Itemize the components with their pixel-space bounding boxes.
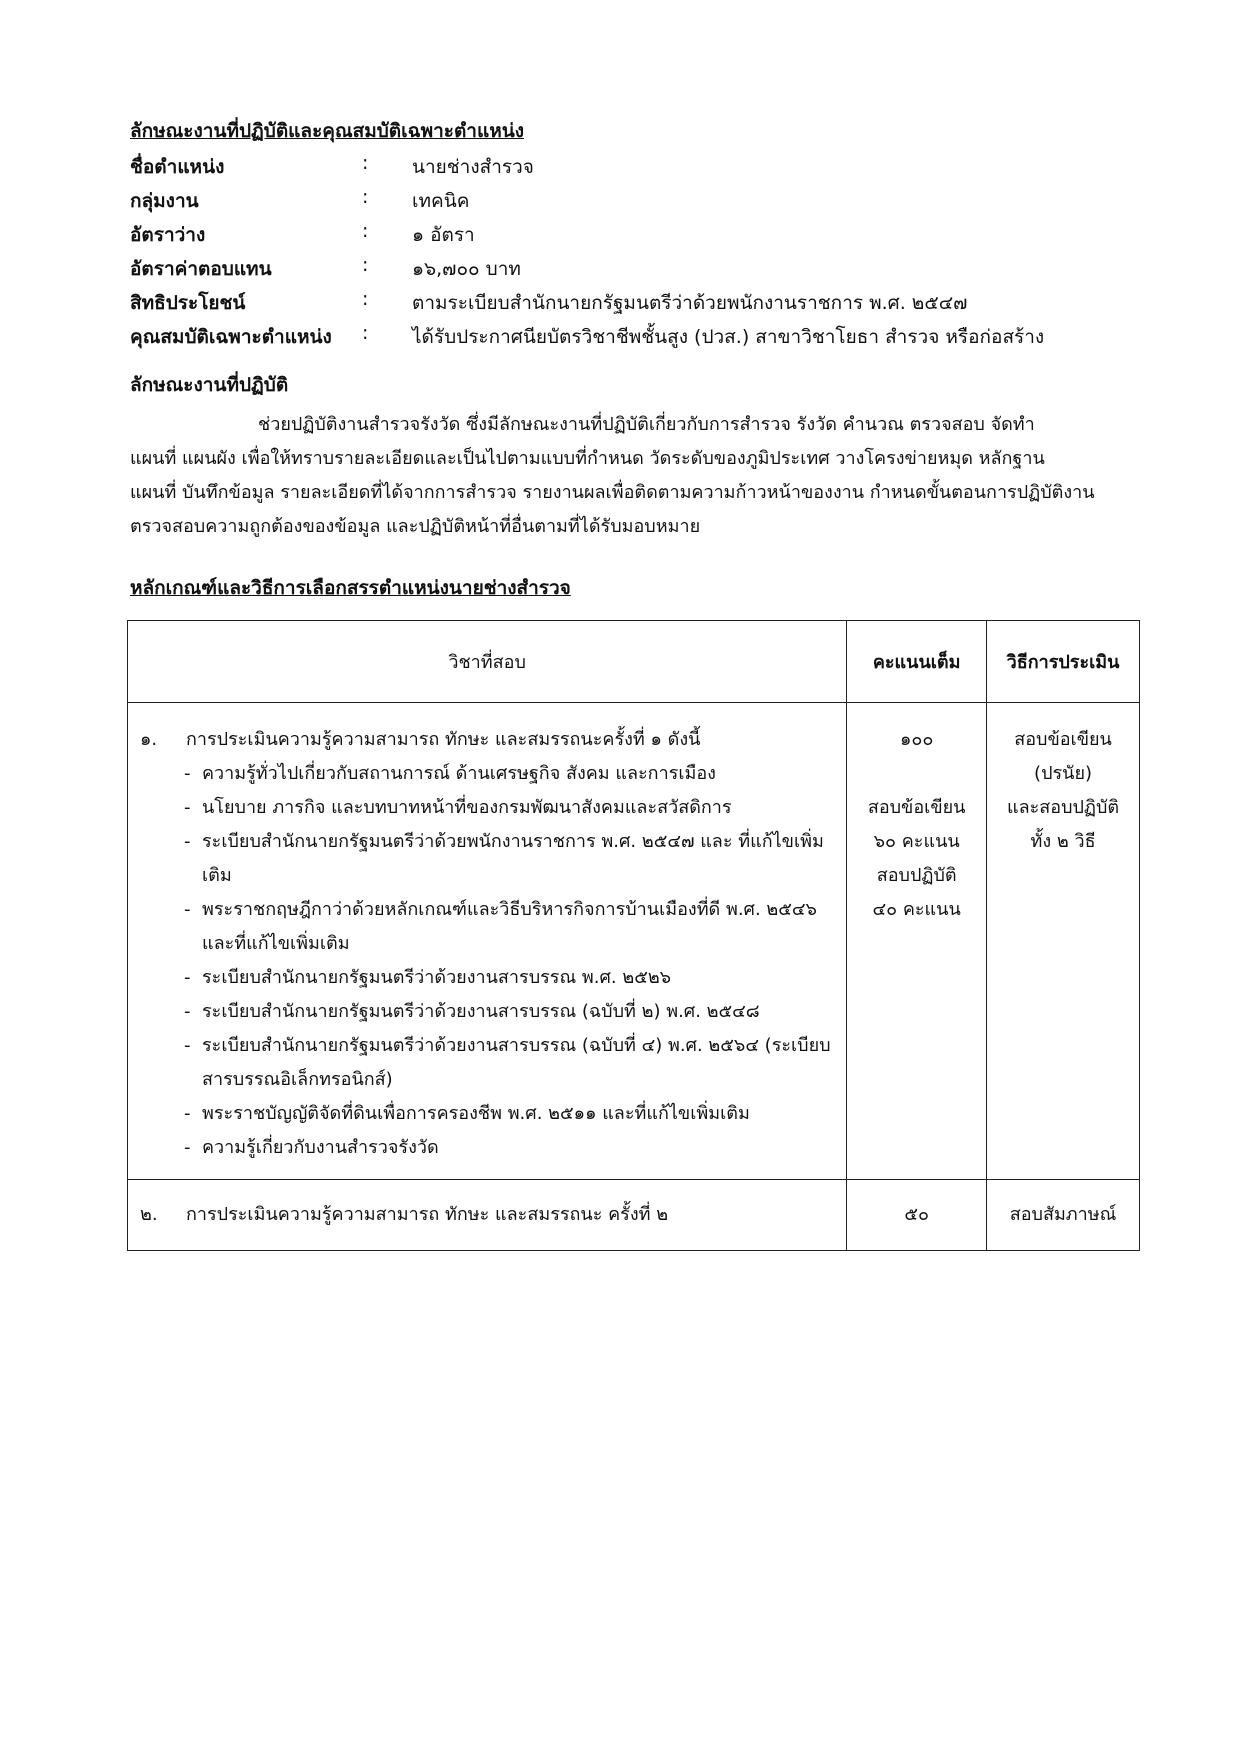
item-heading [140,723,834,757]
table-row [128,703,1140,1180]
info-row-benefits [130,288,1130,322]
info-value: ได้รับประกาศนียบัตรวิชาชีพชั้นสูง (ปวส.) สาขาวิชาโยธา สำรวจ หรือก่อสร้าง [412,326,1045,348]
header-full-score: คะแนนเต็ม [847,621,987,703]
criteria-title: หลักเกณฑ์และวิธีการเลือกสรรตำแหน่งนายช่างสำรวจ [130,577,571,599]
info-row-salary [130,254,1130,288]
score-breakdown-line: สอบข้อเขียน [867,797,966,818]
method-line: สอบข้อเขียน [1014,729,1112,750]
info-value: ๑๖,๗๐๐ บาท [412,258,521,280]
list-item: - ความรู้ทั่วไปเกี่ยวกับสถานการณ์ ด้านเศรษฐกิจ สังคม และการเมือง [184,757,834,791]
info-value: นายช่างสำรวจ [412,156,534,178]
score-breakdown-line: ๖๐ คะแนน [873,831,960,852]
position-info [130,152,1130,356]
list-item: - พระราชบัญญัติจัดที่ดินเพื่อการครองชีพ พ.ศ. ๒๕๑๑ และที่แก้ไขเพิ่มเติม [184,1097,834,1131]
list-item: - ระเบียบสำนักนายกรัฐมนตรีว่าด้วยงานสารบรรณ (ฉบับที่ ๔) พ.ศ. ๒๕๖๔ (ระเบียบสารบรรณอิเล็กทรอนิกส์) [184,1029,834,1097]
item-title: การประเมินความรู้ความสามารถ ทักษะ และสมรรถนะครั้งที่ ๑ ดังนี้ [186,729,701,750]
info-value: ๑ อัตรา [412,224,475,246]
info-colon: : [362,322,369,344]
method-line: ทั้ง ๒ วิธี [1030,831,1096,852]
duties-line: แผนที่ แผนผัง เพื่อให้ทราบรายละเอียดและเป็นไปตามแบบที่กำหนด วัดระดับของภูมิประเทศ วางโครงข่ายหมุด หลักฐาน [130,448,1045,469]
info-colon: : [362,220,369,242]
info-row-position-name [130,152,1130,186]
duties-line: แผนที่ บันทึกข้อมูล รายละเอียดที่ได้จากการสำรวจ รายงานผลเพื่อติดตามความก้าวหน้าของงาน กำหนดขั้นตอนการปฏิบัติงาน [130,482,1095,503]
item-number: ๒. [140,1204,158,1225]
duties-line: ช่วยปฏิบัติงานสำรวจรังวัด ซึ่งมีลักษณะงานที่ปฏิบัติเกี่ยวกับการสำรวจ รังวัด คำนวณ ตรวจสอบ จัดทำ [258,414,1035,435]
table-header-row [128,621,1140,703]
info-colon: : [362,186,369,208]
spacer [848,757,985,791]
info-row-work-group [130,186,1130,220]
score-breakdown-line: สอบปฏิบัติ [876,865,957,886]
selection-criteria-table [127,620,1140,1251]
header-subject: วิชาที่สอบ [128,621,847,703]
item-number: ๑. [140,729,158,750]
method-cell: สอบสัมภาษณ์ [987,1180,1140,1251]
info-value: เทคนิค [412,190,470,212]
info-label: อัตราว่าง [130,224,206,246]
header-evaluation-method: วิธีการประเมิน [987,621,1140,703]
score-cell: ๕๐ [847,1180,987,1251]
duties-paragraph [130,408,1130,544]
info-colon: : [362,152,369,174]
list-item: - พระราชกฤษฎีกาว่าด้วยหลักเกณฑ์และวิธีบริหารกิจการบ้านเมืองที่ดี พ.ศ. ๒๕๔๖ และที่แก้ไขเพิ่มเติม [184,893,834,961]
info-label: อัตราค่าตอบแทน [130,258,272,280]
list-item: - ระเบียบสำนักนายกรัฐมนตรีว่าด้วยงานสารบรรณ พ.ศ. ๒๕๒๖ [184,961,834,995]
subject-list [140,757,834,1165]
subject-cell [128,703,847,1180]
item-heading [140,1198,845,1232]
info-label: สิทธิประโยชน์ [130,292,246,314]
info-value: ตามระเบียบสำนักนายกรัฐมนตรีว่าด้วยพนักงานราชการ พ.ศ. ๒๕๔๗ [412,292,968,314]
info-label: ชื่อตำแหน่ง [130,156,225,178]
qualifications-title: ลักษณะงานที่ปฏิบัติและคุณสมบัติเฉพาะตำแหน่ง [130,120,525,142]
info-colon: : [362,288,369,310]
duties-heading: ลักษณะงานที่ปฏิบัติ [130,374,289,396]
duties-line: ตรวจสอบความถูกต้องของข้อมูล และปฏิบัติหน้าที่อื่นตามที่ได้รับมอบหมาย [130,516,701,537]
info-label: คุณสมบัติเฉพาะตำแหน่ง [130,326,332,348]
list-item: - ระเบียบสำนักนายกรัฐมนตรีว่าด้วยพนักงานราชการ พ.ศ. ๒๕๔๗ และ ที่แก้ไขเพิ่มเติม [184,825,834,893]
method-cell [987,703,1140,1180]
item-title: การประเมินความรู้ความสามารถ ทักษะ และสมรรถนะ ครั้งที่ ๒ [186,1204,669,1225]
list-item: - ระเบียบสำนักนายกรัฐมนตรีว่าด้วยงานสารบรรณ (ฉบับที่ ๒) พ.ศ. ๒๕๔๘ [184,995,834,1029]
info-label: กลุ่มงาน [130,190,199,212]
info-row-vacancies [130,220,1130,254]
info-row-qualifications [130,322,1130,356]
score-breakdown-line: ๔๐ คะแนน [872,899,961,920]
info-colon: : [362,254,369,276]
subject-cell [128,1180,847,1251]
method-line: และสอบปฏิบัติ [1006,797,1120,818]
score-total: ๑๐๐ [899,729,934,750]
list-item: - ความรู้เกี่ยวกับงานสำรวจรังวัด [184,1131,834,1165]
method-line: (ปรนัย) [1034,763,1093,784]
score-cell [847,703,987,1180]
table-row [128,1180,1140,1251]
list-item: - นโยบาย ภารกิจ และบทบาทหน้าที่ของกรมพัฒนาสังคมและสวัสดิการ [184,791,834,825]
